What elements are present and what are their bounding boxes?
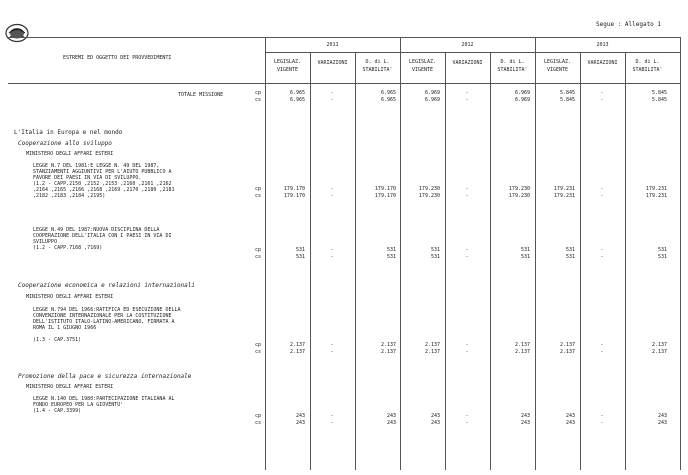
column-rule: [310, 52, 311, 470]
value-cell: 243: [295, 413, 305, 419]
value-cell: 2.137: [289, 349, 305, 355]
provisions-heading: ESTREMI ED OGGETTO DEI PROVVEDIMENTI: [63, 55, 172, 61]
value-cell: 6.965: [380, 90, 396, 96]
value-cell: 243: [520, 420, 530, 426]
variation-cell: -: [330, 90, 334, 96]
value-type: cp: [255, 247, 262, 253]
variation-cell: -: [465, 90, 469, 96]
year-label: 2011: [326, 42, 339, 48]
value-cell: 5.845: [651, 90, 667, 96]
value-cell: 243: [386, 413, 396, 419]
variation-cell: -: [330, 193, 334, 199]
variation-cell: -: [330, 254, 334, 260]
variation-cell: -: [330, 342, 334, 348]
variation-cell: -: [600, 247, 604, 253]
value-type: cs: [255, 193, 262, 199]
variation-cell: -: [600, 193, 604, 199]
year-label: 2013: [596, 42, 609, 48]
value-cell: 243: [430, 413, 440, 419]
value-cell: 243: [430, 420, 440, 426]
value-cell: 2.137: [380, 342, 396, 348]
value-cell: 2.137: [559, 342, 575, 348]
value-cell: 2.137: [424, 349, 440, 355]
value-cell: 5.845: [559, 97, 575, 103]
variation-cell: -: [600, 186, 604, 192]
total-label: TOTALE MISSIONE: [178, 92, 224, 98]
value-cell: 243: [520, 413, 530, 419]
provision-description: LEGGE N.140 DEL 1980:PARTECIPAZIONE ITALIANA AL FONDO EUROPEO PER LA GIOVENTU' (1.4 - CAP.3399): [33, 396, 175, 414]
value-type: cs: [255, 349, 262, 355]
column-rule: [355, 52, 356, 470]
value-cell: 6.965: [289, 97, 305, 103]
value-type: cp: [255, 342, 262, 348]
value-cell: 243: [657, 413, 667, 419]
column-rule: [445, 52, 446, 470]
value-type: cs: [255, 97, 262, 103]
variation-cell: -: [600, 420, 604, 426]
value-cell: 531: [565, 254, 575, 260]
value-cell: 179.230: [418, 193, 440, 199]
value-cell: 179.231: [645, 193, 667, 199]
value-cell: 179.230: [508, 186, 530, 192]
variation-cell: -: [465, 97, 469, 103]
value-cell: 2.137: [424, 342, 440, 348]
value-cell: 179.231: [553, 186, 575, 192]
value-cell: 179.230: [508, 193, 530, 199]
continuation-label: Segue : Allegato 1: [596, 21, 662, 28]
value-cell: 2.137: [380, 349, 396, 355]
program-title: Cooperazione economica e relazioni internazionali: [18, 282, 196, 289]
program-title: Cooperazione allo sviluppo: [18, 140, 112, 147]
value-cell: 531: [657, 254, 667, 260]
value-cell: 179.170: [283, 186, 305, 192]
variation-cell: -: [330, 247, 334, 253]
variation-cell: -: [330, 186, 334, 192]
column-rule: [580, 52, 581, 470]
value-cell: 243: [565, 413, 575, 419]
column-rule: [265, 37, 266, 470]
emblem-icon: [5, 23, 29, 43]
variation-cell: -: [330, 97, 334, 103]
provision-description: LEGGE N.7 DEL 1981:E LEGGE N. 49 DEL 1987, STANZIAMENTI AGGIUNTIVI PER L'AIUTO PUBBLICO A FAVORE DEI PAESI IN VIA DI SVILUPPO. (1.2 - CAPP.2150 ,2152 ,2153 ,2160 ,2161 ,2162 ,2164 ,2165 ,2166 ,2168 ,2169 ,2170 ,2180 ,2181 ,2182 ,2183 ,2184 ,2195): [33, 163, 175, 199]
value-cell: 531: [520, 254, 530, 260]
value-cell: 2.137: [514, 349, 530, 355]
year-label: 2012: [461, 42, 474, 48]
value-cell: 2.137: [651, 342, 667, 348]
value-type: cp: [255, 90, 262, 96]
variation-cell: -: [465, 186, 469, 192]
value-cell: 179.231: [553, 193, 575, 199]
column-header: VARIAZIONI: [452, 60, 483, 66]
value-cell: 2.137: [559, 349, 575, 355]
value-cell: 179.170: [374, 186, 396, 192]
column-rule: [490, 52, 491, 470]
value-cell: 5.845: [651, 97, 667, 103]
year-divider-rule: [265, 52, 680, 53]
variation-cell: -: [465, 349, 469, 355]
value-cell: 531: [295, 247, 305, 253]
value-cell: 531: [386, 254, 396, 260]
value-type: cp: [255, 186, 262, 192]
value-cell: 531: [386, 247, 396, 253]
variation-cell: -: [330, 420, 334, 426]
value-cell: 6.965: [289, 90, 305, 96]
program-title: Promozione della pace e sicurezza internazionale: [18, 373, 192, 380]
column-header: D. di L. STABILITA': [497, 59, 528, 73]
variation-cell: -: [330, 413, 334, 419]
column-header: LEGISLAZ. VIGENTE: [543, 59, 572, 73]
value-type: cs: [255, 420, 262, 426]
value-cell: 243: [386, 420, 396, 426]
column-rule: [680, 37, 681, 470]
value-cell: 179.230: [418, 186, 440, 192]
variation-cell: -: [600, 90, 604, 96]
column-header: LEGISLAZ. VIGENTE: [273, 59, 302, 73]
value-cell: 243: [657, 420, 667, 426]
value-type: cp: [255, 413, 262, 419]
column-header: D. di L. STABILITA': [632, 59, 663, 73]
variation-cell: -: [465, 342, 469, 348]
variation-cell: -: [600, 342, 604, 348]
header-top-rule: [8, 37, 680, 38]
value-cell: 179.231: [645, 186, 667, 192]
variation-cell: -: [600, 254, 604, 260]
value-cell: 2.137: [651, 349, 667, 355]
variation-cell: -: [465, 413, 469, 419]
value-cell: 531: [430, 247, 440, 253]
value-cell: 243: [295, 420, 305, 426]
variation-cell: -: [600, 413, 604, 419]
column-header: LEGISLAZ. VIGENTE: [408, 59, 437, 73]
value-cell: 531: [430, 254, 440, 260]
value-cell: 179.170: [283, 193, 305, 199]
value-cell: 531: [295, 254, 305, 260]
mission-title: L'Italia in Europa e nel mondo: [14, 129, 123, 136]
ministry-label: MINISTERO DEGLI AFFARI ESTERI: [26, 151, 114, 157]
value-cell: 2.137: [514, 342, 530, 348]
value-cell: 179.170: [374, 193, 396, 199]
variation-cell: -: [600, 349, 604, 355]
value-cell: 531: [657, 247, 667, 253]
ministry-label: MINISTERO DEGLI AFFARI ESTERI: [26, 384, 114, 390]
variation-cell: -: [465, 254, 469, 260]
variation-cell: -: [600, 97, 604, 103]
column-header: VARIAZIONI: [317, 60, 348, 66]
value-cell: 5.845: [559, 90, 575, 96]
column-header: D. di L. STABILITA': [362, 59, 393, 73]
variation-cell: -: [465, 420, 469, 426]
variation-cell: -: [465, 247, 469, 253]
value-cell: 6.969: [514, 90, 530, 96]
variation-cell: -: [330, 349, 334, 355]
value-cell: 531: [565, 247, 575, 253]
variation-cell: -: [465, 193, 469, 199]
column-rule: [625, 52, 626, 470]
column-rule: [535, 37, 536, 470]
provision-description: LEGGE N.794 DEL 1966:RATIFICA ED ESECUZIONE DELLA CONVENZIONE INTERNAZIONALE PER LA COSTITUZIONE DELL'ISTITUTO ITALO-LATINO-AMERICANO, FIRMATA A ROMA IL 1 GIUGNO 1966 (1.3 - CAP.3751): [33, 307, 181, 343]
column-header: VARIAZIONI: [587, 60, 618, 66]
value-cell: 6.969: [514, 97, 530, 103]
ministry-label: MINISTERO DEGLI AFFARI ESTERI: [26, 294, 114, 300]
value-type: cs: [255, 254, 262, 260]
value-cell: 531: [520, 247, 530, 253]
value-cell: 6.969: [424, 97, 440, 103]
provision-description: LEGGE N.49 DEL 1987:NUOVA DISCIPLINA DELLA COOPERAZIONE DELL'ITALIA CON I PAESI IN VIA DI SVILUPPO (1.2 - CAPP.7168 ,7169): [33, 227, 172, 251]
value-cell: 6.965: [380, 97, 396, 103]
value-cell: 6.969: [424, 90, 440, 96]
value-cell: 243: [565, 420, 575, 426]
column-rule: [400, 37, 401, 470]
value-cell: 2.137: [289, 342, 305, 348]
